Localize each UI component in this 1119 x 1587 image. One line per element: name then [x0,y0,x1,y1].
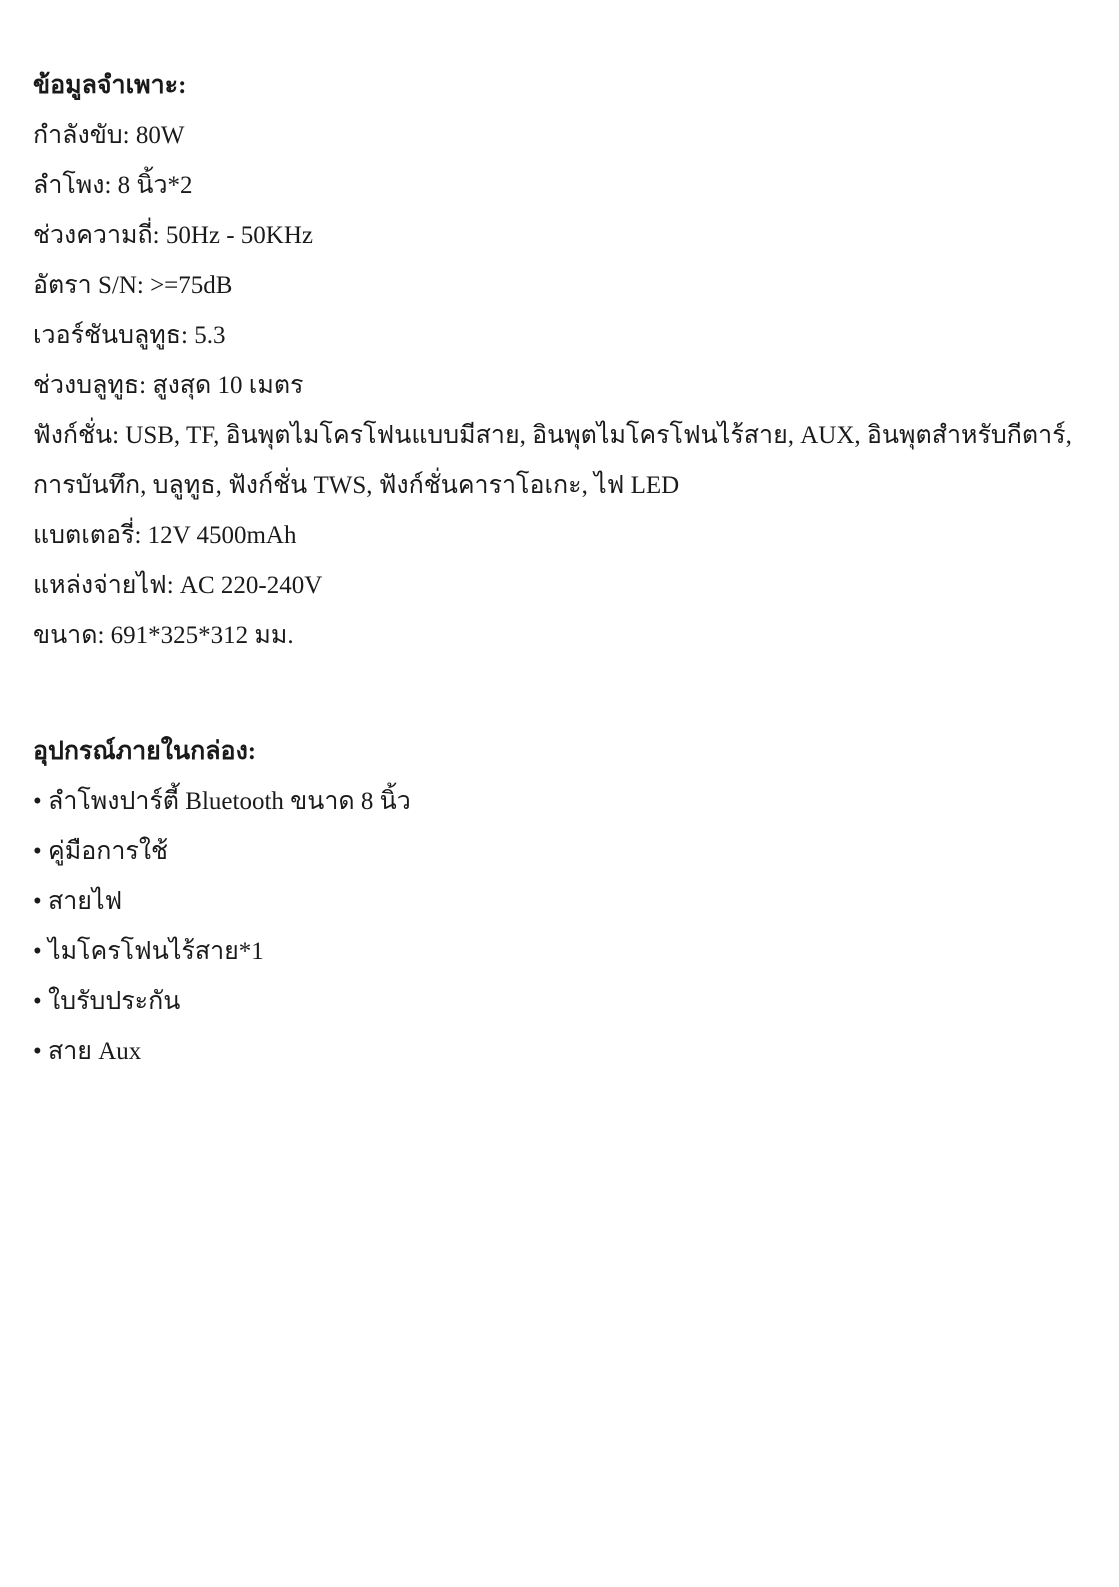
box-item-manual: • คู่มือการใช้ [33,838,168,865]
spec-bluetooth-version: เวอร์ชันบลูทูธ: 5.3 [33,322,226,349]
spec-functions-line-1: ฟังก์ชั่น: USB, TF, อินพุตไมโครโฟนแบบมีสาย, อินพุตไมโครโฟนไร้สาย, AUX, อินพุตสำหรับกีตาร์, [33,422,1072,449]
section-spacer [33,661,1093,727]
box-item-power-cable: • สายไฟ [33,888,123,915]
box-item-aux-cable: • สาย Aux [33,1038,142,1065]
box-item-warranty: • ใบรับประกัน [33,988,181,1015]
spec-dimensions: ขนาด: 691*325*312 มม. [33,622,294,649]
box-item-wireless-mic: • ไมโครโฟนไร้สาย*1 [33,938,264,965]
box-item-speaker: • ลำโพงปาร์ตี้ Bluetooth ขนาด 8 นิ้ว [33,788,411,815]
spec-speaker: ลำโพง: 8 นิ้ว*2 [33,172,193,199]
spec-power-supply: แหล่งจ่ายไฟ: AC 220-240V [33,572,323,599]
spec-battery: แบตเตอรี่: 12V 4500mAh [33,522,297,549]
box-contents-heading: อุปกรณ์ภายในกล่อง: [33,738,257,765]
spec-frequency: ช่วงความถี่: 50Hz - 50KHz [33,222,314,249]
spec-functions-line-2: การบันทึก, บลูทูธ, ฟังก์ชั่น TWS, ฟังก์ชั่นคาราโอเกะ, ไฟ LED [33,472,680,499]
spec-power: กำลังขับ: 80W [33,122,185,149]
spec-bluetooth-range: ช่วงบลูทูธ: สูงสุด 10 เมตร [33,372,304,399]
specs-heading: ข้อมูลจำเพาะ: [33,72,187,99]
spec-snr: อัตรา S/N: >=75dB [33,272,233,299]
document-page [33,61,1093,1077]
